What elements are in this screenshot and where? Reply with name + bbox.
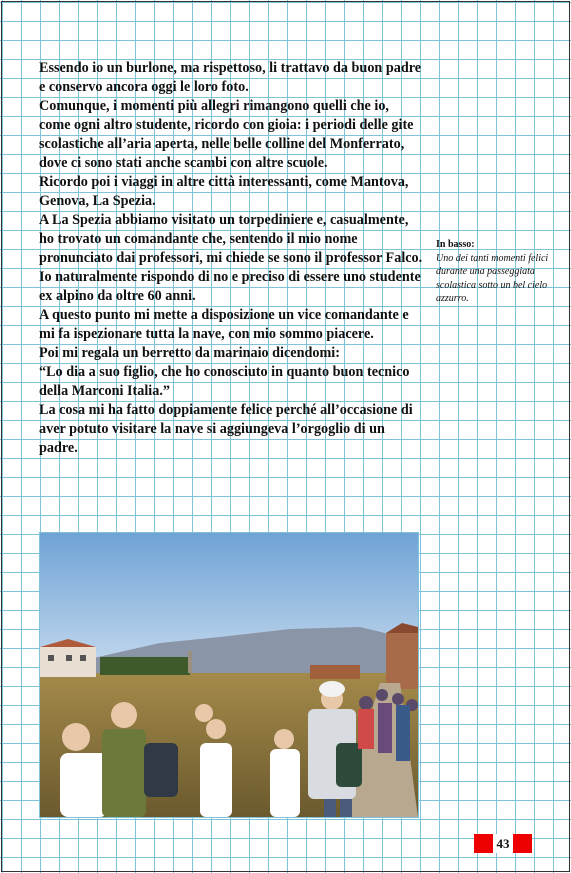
photo-caption [436, 238, 564, 306]
page-number-accent-right [513, 834, 532, 853]
paragraph: A La Spezia abbiamo visitato un torpediniere e, casualmente, ho trovato un comandante che, sentendo il mio nome pronunciato dai professori, mi chiede se sono il professor Falco. [39, 212, 423, 266]
caption-title: In basso: [436, 239, 475, 250]
page-number-box [474, 834, 532, 853]
paragraph: Comunque, i momenti più allegri rimangono quelli che io, come ogni altro studente, ricordo con gioia: i periodi delle gite scolastiche all’aria aperta, nelle belle colline del Monferrato, dove ci sono stati anche scambi con altre scuole. [39, 98, 414, 171]
caption-text: Uno dei tanti momenti felici durante una passeggiata scolastica sotto un bel cielo azzurro. [436, 252, 549, 304]
body-text [39, 59, 424, 458]
school-trip-photo [39, 532, 419, 818]
paragraph: La cosa mi ha fatto doppiamente felice perché all’occasione di aver potuto visitare la nave si aggiungeva l’orgoglio di un padre. [39, 402, 413, 456]
paragraph: Io naturalmente rispondo di no e preciso di essere uno studente ex alpino da oltre 60 anni. [39, 269, 421, 304]
paragraph: Poi mi regala un berretto da marinaio dicendomi: [39, 345, 340, 361]
paragraph: Essendo io un burlone, ma rispettoso, li trattavo da buon padre e conservo ancora oggi le loro foto. [39, 60, 422, 95]
paragraph: A questo punto mi mette a disposizione un vice comandante e mi fa ispezionare tutta la nave, con mio sommo piacere. [39, 307, 409, 342]
paragraph: Ricordo poi i viaggi in altre città interessanti, come Mantova, Genova, La Spezia. [39, 174, 409, 209]
paragraph: “Lo dia a suo figlio, che ho conosciuto in quanto buon tecnico della Marconi Italia.” [39, 364, 410, 399]
page-number-accent-left [474, 834, 493, 853]
page-number: 43 [493, 834, 513, 853]
